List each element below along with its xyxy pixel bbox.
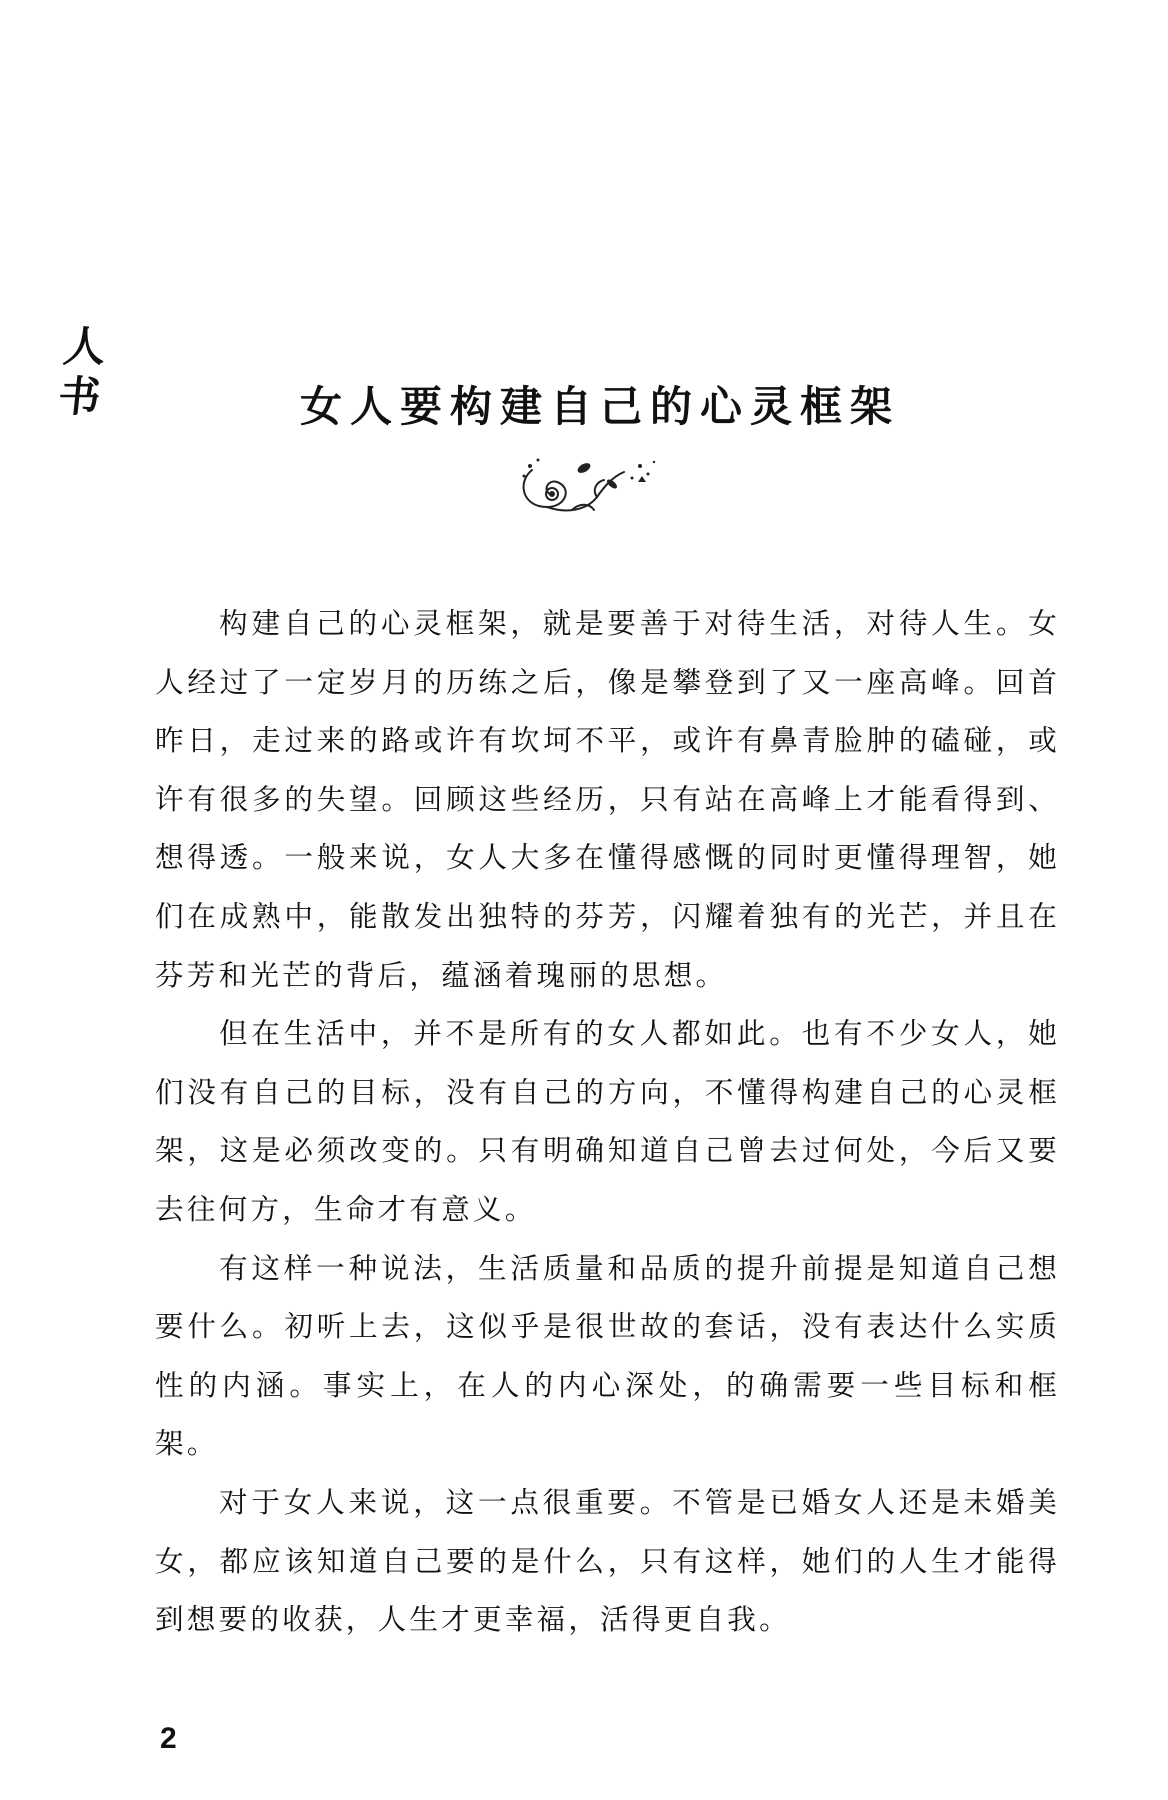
side-mark-char-2: 书	[55, 372, 103, 421]
side-running-mark	[47, 322, 118, 422]
paragraph-1: 构建自己的心灵框架，就是要善于对待生活，对待人生。女人经过了一定岁月的历练之后，像是攀登到了又一座高峰。回首昨日，走过来的路或许有坎坷不平，或许有鼻青脸肿的磕碰，或许有很多的失望。回顾这些经历，只有站在高峰上才能看得到、想得透。一般来说，女人大多在懂得感慨的同时更懂得理智，她们在成熟中，能散发出独特的芬芳，闪耀着独有的光芒，并且在芬芳和光芒的背后，蕴涵着瑰丽的思想。	[155, 606, 1060, 992]
paragraph-4: 对于女人来说，这一点很重要。不管是已婚女人还是未婚美女，都应该知道自己要的是什么，只有这样，她们的人生才能得到想要的收获，人生才更幸福，活得更自我。	[155, 1484, 1060, 1637]
floral-swirl-icon	[512, 452, 672, 522]
page-number: 2	[160, 1722, 177, 1755]
side-mark-char-1: 人	[61, 322, 109, 371]
paragraph-2: 但在生活中，并不是所有的女人都如此。也有不少女人，她们没有自己的目标，没有自己的方向，不懂得构建自己的心灵框架，这是必须改变的。只有明确知道自己曾去过何处，今后又要去往何方，生命才有意义。	[155, 1016, 1060, 1226]
paragraph-3: 有这样一种说法，生活质量和品质的提升前提是知道自己想要什么。初听上去，这似乎是很世故的套话，没有表达什么实质性的内涵。事实上，在人的内心深处，的确需要一些目标和框架。	[155, 1250, 1060, 1461]
chapter-title: 女人要构建自己的心灵框架	[299, 382, 900, 431]
body-text	[155, 594, 1060, 1649]
